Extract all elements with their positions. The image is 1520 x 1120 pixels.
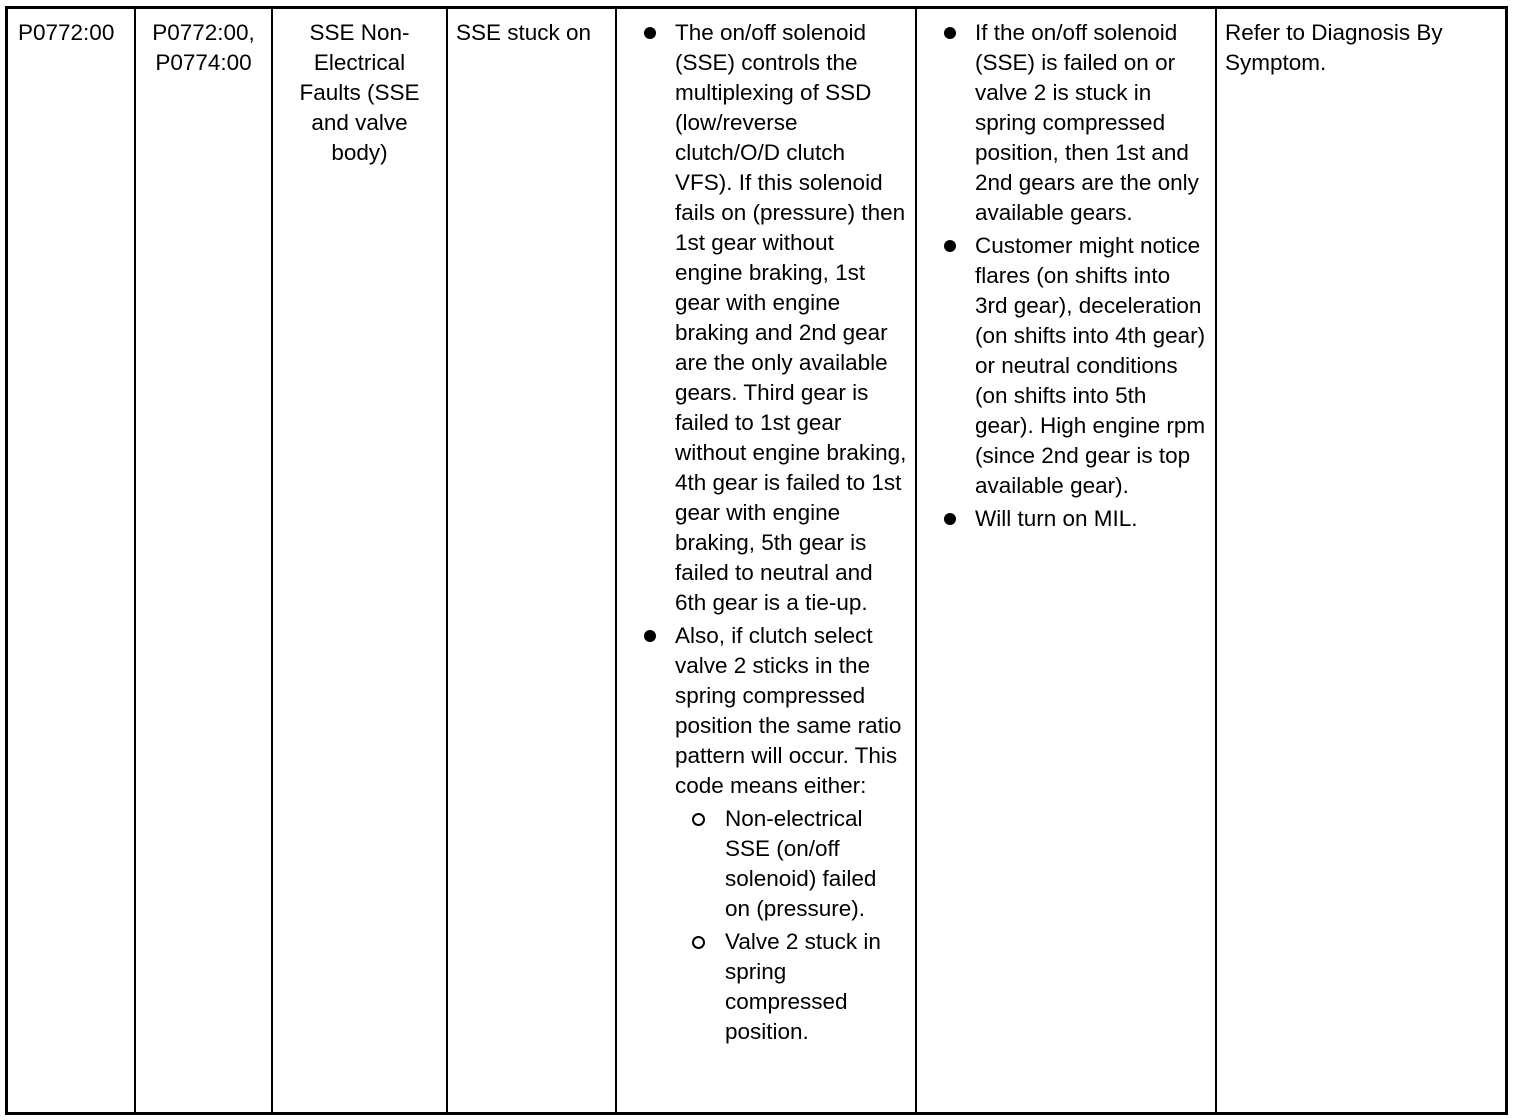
condition-cell — [447, 9, 616, 1112]
list-item — [925, 18, 1207, 228]
details-sub-list — [675, 804, 907, 1047]
bullet-icon — [644, 630, 656, 642]
symptom-text: Customer might notice flares (on shifts into 3rd gear), deceleration (on shifts into 4th gear) or neutral conditions (on shifts into 5th gear). High engine rpm (since 2nd gear is top available gear). — [975, 233, 1206, 498]
details-cell — [616, 9, 916, 1112]
details-sub-text: Non-electrical SSE (on/off solenoid) failed on (pressure). — [725, 806, 877, 921]
details-text: Also, if clutch select valve 2 sticks in the spring compressed position the same ratio pattern will occur. This code means either: — [675, 623, 902, 798]
bullet-icon — [944, 240, 956, 252]
symptom-text: Will turn on MIL. — [975, 506, 1138, 531]
related-dtcs-cell — [135, 9, 272, 1112]
fault-description: SSE Non-Electrical Faults (SSE and valve body) — [299, 20, 420, 165]
list-item — [925, 231, 1207, 501]
dtc-code-cell — [8, 9, 135, 1112]
bullet-icon — [944, 513, 956, 525]
action-text: Refer to Diagnosis By Symptom. — [1225, 20, 1443, 75]
list-item — [625, 18, 907, 618]
fault-condition: SSE stuck on — [456, 20, 592, 45]
circle-bullet-icon — [692, 813, 705, 826]
symptoms-list — [925, 18, 1207, 534]
details-text: The on/off solenoid (SSE) controls the multiplexing of SSD (low/reverse clutch/O/D clutch VFS). If this solenoid fails on (pressure) then 1st gear without engine braking, 1st gear with engine braking and 2nd gear are the only available gears. Third gear is failed to 1st gear without engine braking, 4th gear is failed to 1st gear with engine braking, 5th gear is failed to neutral and 6th gear is a tie-up. — [675, 20, 907, 615]
details-sub-text: Valve 2 stuck in spring compressed position. — [725, 929, 881, 1044]
circle-bullet-icon — [692, 936, 705, 949]
bullet-icon — [944, 27, 956, 39]
bullet-icon — [644, 27, 656, 39]
list-item — [625, 621, 907, 1047]
dtc-code: P0772:00 — [18, 20, 115, 45]
description-cell — [272, 9, 447, 1112]
details-list — [625, 18, 907, 1047]
dtc-table-frame — [5, 6, 1508, 1115]
symptom-text: If the on/off solenoid (SSE) is failed on or valve 2 is stuck in spring compressed position, then 1st and 2nd gears are the only available gears. — [975, 20, 1199, 225]
action-cell — [1216, 9, 1505, 1112]
symptoms-cell — [916, 9, 1216, 1112]
list-item — [675, 927, 907, 1047]
list-item — [675, 804, 907, 924]
related-dtcs: P0772:00, P0774:00 — [152, 20, 255, 75]
list-item — [925, 504, 1207, 534]
dtc-table — [8, 9, 1505, 1112]
table-row — [8, 9, 1505, 1112]
